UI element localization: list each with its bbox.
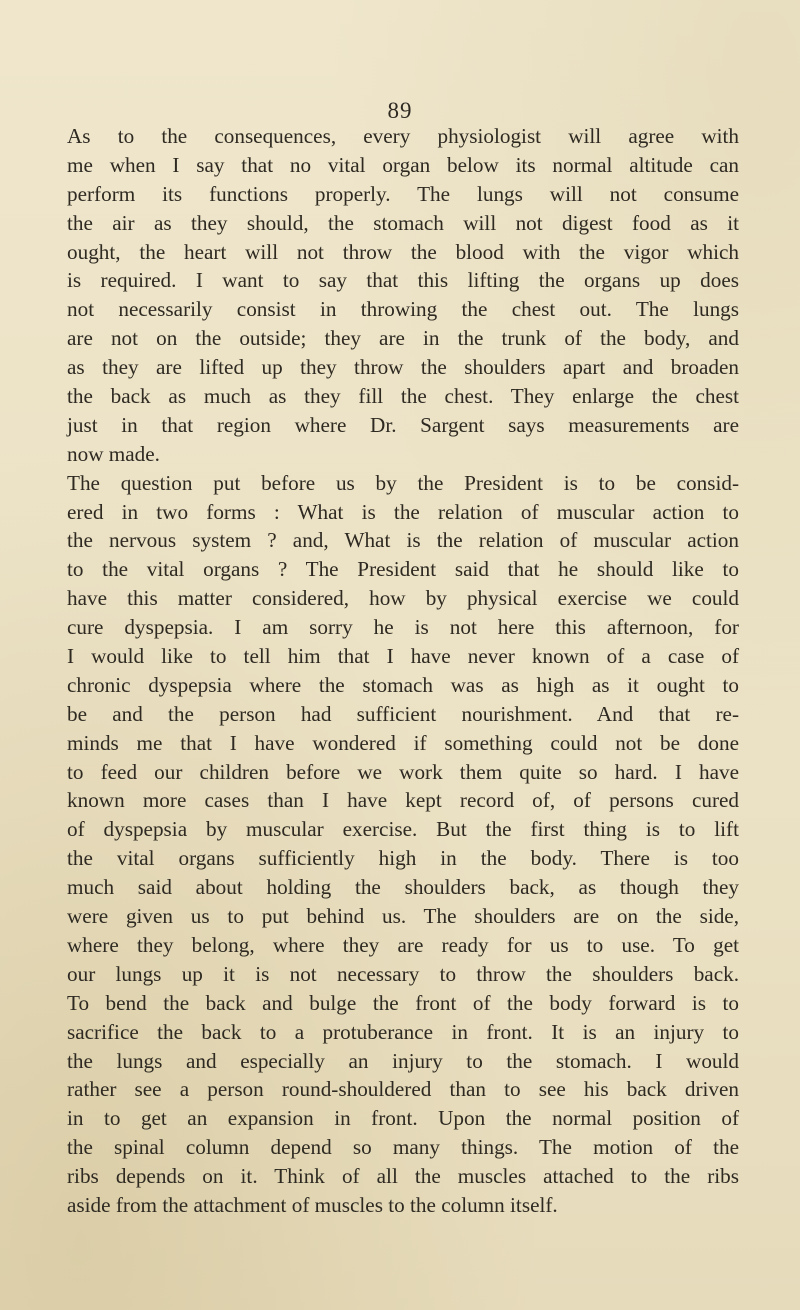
text-line: aside from the attachment of muscles to the column itself. xyxy=(67,1192,558,1217)
text-line: known more cases than I have kept record of, of persons cured xyxy=(67,788,739,813)
text-line: of dyspepsia by muscular exercise. But the first thing is to lift xyxy=(67,817,739,842)
body-text xyxy=(67,122,739,1220)
text-line: the vital organs sufficiently high in the body. There is too xyxy=(67,846,739,871)
text-line: The question put before us by the President is to be consid- xyxy=(67,470,739,495)
text-line: much said about holding the shoulders back, as though they xyxy=(67,875,739,900)
text-line: be and the person had sufficient nourishment. And that re- xyxy=(67,701,739,726)
text-line: were given us to put behind us. The shoulders are on the side, xyxy=(67,904,739,929)
text-line: have this matter considered, how by physical exercise we could xyxy=(67,586,739,611)
text-line: cure dyspepsia. I am sorry he is not here this afternoon, for xyxy=(67,615,739,640)
text-line: in to get an expansion in front. Upon the normal position of xyxy=(67,1106,739,1131)
text-line: not necessarily consist in throwing the chest out. The lungs xyxy=(67,297,739,322)
text-line: chronic dyspepsia where the stomach was as high as it ought to xyxy=(67,672,739,697)
text-line: just in that region where Dr. Sargent says measurements are xyxy=(67,412,739,437)
text-line: sacrifice the back to a protuberance in front. It is an injury to xyxy=(67,1019,739,1044)
text-line: to the vital organs ? The President said that he should like to xyxy=(67,557,739,582)
text-line: the nervous system ? and, What is the relation of muscular action xyxy=(67,528,739,553)
text-line: is required. I want to say that this lifting the organs up does xyxy=(67,268,739,293)
text-line: ribs depends on it. Think of all the muscles attached to the ribs xyxy=(67,1164,739,1189)
text-line: now made. xyxy=(67,441,160,466)
text-line: the back as much as they fill the chest. They enlarge the chest xyxy=(67,384,739,409)
text-line: are not on the outside; they are in the trunk of the body, and xyxy=(67,326,739,351)
text-line: me when I say that no vital organ below its normal altitude can xyxy=(67,152,739,177)
text-line: the spinal column depend so many things. The motion of the xyxy=(67,1135,739,1160)
text-line: minds me that I have wondered if something could not be done xyxy=(67,730,739,755)
text-line: to feed our children before we work them quite so hard. I have xyxy=(67,759,739,784)
page-number: 89 xyxy=(387,98,413,123)
text-line: the lungs and especially an injury to the stomach. I would xyxy=(67,1048,739,1073)
text-line: As to the consequences, every physiologist will agree with xyxy=(67,124,739,148)
text-line: rather see a person round-shouldered than to see his back driven xyxy=(67,1077,739,1102)
text-line: perform its functions properly. The lungs will not consume xyxy=(67,181,739,206)
text-line: our lungs up it is not necessary to throw the shoulders back. xyxy=(67,961,739,986)
text-line: ered in two forms : What is the relation of muscular action to xyxy=(67,499,739,524)
text-line: as they are lifted up they throw the shoulders apart and broaden xyxy=(67,355,739,380)
text-line: the air as they should, the stomach will not digest food as it xyxy=(67,210,739,235)
text-line: To bend the back and bulge the front of the body forward is to xyxy=(67,990,739,1015)
text-line: ought, the heart will not throw the blood with the vigor which xyxy=(67,239,739,264)
text-line: where they belong, where they are ready for us to use. To get xyxy=(67,932,739,957)
text-line: I would like to tell him that I have never known of a case of xyxy=(67,644,739,669)
